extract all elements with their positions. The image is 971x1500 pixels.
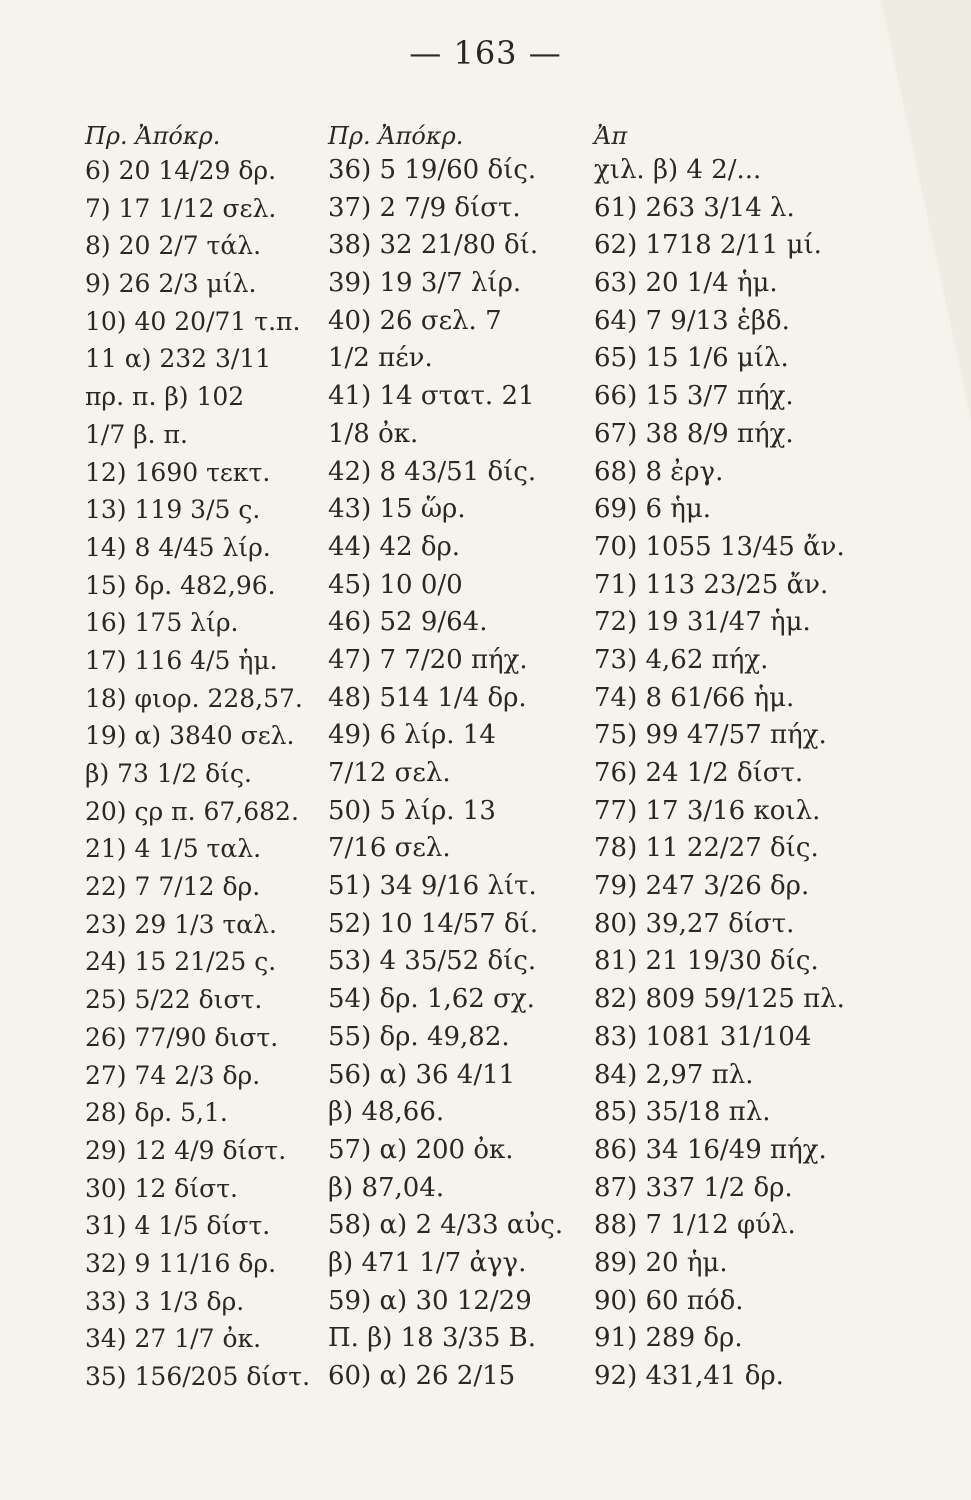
answer-entry: 44) 42 δρ. bbox=[328, 531, 461, 562]
answer-entry: 61) 263 3/14 λ. bbox=[594, 192, 795, 223]
answer-entry: 77) 17 3/16 κοιλ. bbox=[594, 795, 821, 826]
answer-entry: 1/2 πέν. bbox=[328, 343, 433, 374]
answer-entry: 16) 175 λίρ. bbox=[85, 608, 239, 638]
answer-entry: 11 α) 232 3/11 bbox=[85, 344, 272, 374]
answer-entry: 90) 60 πόδ. bbox=[594, 1285, 744, 1316]
answer-entry: 91) 289 δρ. bbox=[594, 1323, 743, 1354]
column-header: Ἀπ bbox=[594, 122, 628, 150]
answer-entry: 1/7 β. π. bbox=[85, 419, 188, 449]
answers-column-3 bbox=[594, 120, 894, 1396]
answer-entry: 9) 26 2/3 μίλ. bbox=[85, 269, 257, 299]
answer-entry: 66) 15 3/7 πήχ. bbox=[594, 381, 794, 412]
answer-entry: 64) 7 9/13 ἑβδ. bbox=[594, 305, 790, 336]
answers-column-2 bbox=[328, 120, 588, 1396]
answer-entry: 38) 32 21/80 δί. bbox=[328, 230, 539, 261]
answer-entry: 6) 20 14/29 δρ. bbox=[85, 156, 277, 185]
column-header: Πρ. Ἀπόκρ. bbox=[328, 122, 464, 150]
answer-entry: 32) 9 11/16 δρ. bbox=[85, 1248, 277, 1278]
answer-entry: 22) 7 7/12 δρ. bbox=[85, 872, 261, 902]
answer-entry: 76) 24 1/2 δίστ. bbox=[594, 758, 804, 788]
answer-entry: 55) δρ. 49,82. bbox=[328, 1021, 510, 1052]
answer-entry: 63) 20 1/4 ἡμ. bbox=[594, 268, 778, 299]
answer-entry: 67) 38 8/9 πήχ. bbox=[594, 418, 794, 449]
answer-entry: 51) 34 9/16 λίτ. bbox=[328, 871, 537, 902]
answer-entry: 21) 4 1/5 ταλ. bbox=[85, 834, 262, 864]
answer-entry: β) 471 1/7 ἀγγ. bbox=[328, 1247, 527, 1278]
answer-entry: 75) 99 47/57 πήχ. bbox=[594, 720, 827, 751]
answer-entry: 47) 7 7/20 πήχ. bbox=[328, 644, 528, 675]
answer-entry: 87) 337 1/2 δρ. bbox=[594, 1172, 793, 1203]
answer-entry: 60) α) 26 2/15 bbox=[328, 1361, 516, 1391]
answer-entry: 31) 4 1/5 δίστ. bbox=[85, 1211, 271, 1241]
answer-entry: 71) 113 23/25 ἄν. bbox=[594, 569, 829, 600]
answer-entry: 56) α) 36 4/11 bbox=[328, 1059, 516, 1090]
answer-entry: 43) 15 ὥρ. bbox=[328, 494, 466, 525]
answer-entry: 34) 27 1/7 ὀκ. bbox=[85, 1324, 262, 1354]
answer-entry: χιλ. β) 4 2/... bbox=[594, 155, 762, 185]
answer-entry: Π. β) 18 3/35 Β. bbox=[328, 1323, 537, 1354]
answer-entry: 82) 809 59/125 πλ. bbox=[594, 984, 845, 1015]
answers-column-1 bbox=[85, 120, 325, 1396]
answer-entry: 54) δρ. 1,62 σχ. bbox=[328, 984, 535, 1015]
answer-entry: 45) 10 0/0 bbox=[328, 569, 463, 600]
column-header: Πρ. Ἀπόκρ. bbox=[85, 122, 221, 150]
answer-entry: 86) 34 16/49 πήχ. bbox=[594, 1134, 827, 1165]
answer-entry: 92) 431,41 δρ. bbox=[594, 1361, 784, 1391]
answer-entry: 25) 5/22 διστ. bbox=[85, 985, 263, 1015]
answer-entry: πρ. π. β) 102 bbox=[85, 382, 245, 412]
answer-entry: 89) 20 ἡμ. bbox=[594, 1247, 728, 1278]
answer-entry: 46) 52 9/64. bbox=[328, 607, 488, 638]
answer-entry: 7) 17 1/12 σελ. bbox=[85, 193, 277, 223]
answer-entry: 79) 247 3/26 δρ. bbox=[594, 871, 810, 902]
answer-entry: 69) 6 ἡμ. bbox=[594, 494, 712, 525]
answer-entry: 57) α) 200 ὀκ. bbox=[328, 1134, 514, 1165]
answer-entry: 41) 14 στατ. 21 bbox=[328, 381, 535, 412]
answer-entry: 49) 6 λίρ. 14 bbox=[328, 720, 496, 751]
answer-entry: 33) 3 1/3 δρ. bbox=[85, 1286, 245, 1316]
answer-entry: 40) 26 σελ. 7 bbox=[328, 305, 502, 336]
answer-entry: 15) δρ. 482,96. bbox=[85, 570, 276, 600]
answer-entry: 7/12 σελ. bbox=[328, 758, 451, 788]
answer-entry: 85) 35/18 πλ. bbox=[594, 1097, 771, 1128]
page-number: — 163 — bbox=[409, 34, 562, 72]
answer-entry: 74) 8 61/66 ἡμ. bbox=[594, 682, 795, 713]
answer-entry: 26) 77/90 διστ. bbox=[85, 1022, 279, 1052]
answer-entry: β) 73 1/2 δίς. bbox=[85, 759, 252, 788]
answer-entry: 58) α) 2 4/33 αὐς. bbox=[328, 1210, 564, 1241]
answer-entry: 88) 7 1/12 φύλ. bbox=[594, 1210, 796, 1241]
answer-entry: 65) 15 1/6 μίλ. bbox=[594, 343, 789, 374]
answer-entry: 8) 20 2/7 τάλ. bbox=[85, 231, 262, 261]
answer-entry: β) 48,66. bbox=[328, 1097, 445, 1128]
answer-entry: 27) 74 2/3 δρ. bbox=[85, 1060, 261, 1090]
answer-entry: 53) 4 35/52 δίς. bbox=[328, 946, 537, 977]
answer-entry: 13) 119 3/5 ς. bbox=[85, 495, 261, 525]
answer-entry: 35) 156/205 δίστ. bbox=[85, 1362, 311, 1391]
answer-entry: 68) 8 ἐργ. bbox=[594, 456, 724, 487]
answer-entry: 72) 19 31/47 ἡμ. bbox=[594, 607, 811, 638]
answer-entry: 39) 19 3/7 λίρ. bbox=[328, 268, 522, 299]
answer-entry: 80) 39,27 δίστ. bbox=[594, 908, 795, 939]
answer-entry: 50) 5 λίρ. 13 bbox=[328, 795, 496, 826]
answer-entry: 36) 5 19/60 δίς. bbox=[328, 155, 537, 185]
answer-entry: 78) 11 22/27 δίς. bbox=[594, 833, 819, 864]
answer-entry: 14) 8 4/45 λίρ. bbox=[85, 532, 271, 562]
answer-entry: 81) 21 19/30 δίς. bbox=[594, 946, 819, 977]
answer-entry: 29) 12 4/9 δίστ. bbox=[85, 1135, 287, 1165]
answer-entry: 24) 15 21/25 ς. bbox=[85, 947, 277, 977]
answer-entry: 42) 8 43/51 δίς. bbox=[328, 456, 537, 487]
answer-entry: 20) ςρ π. 67,682. bbox=[85, 796, 299, 826]
answer-entry: 12) 1690 τεκτ. bbox=[85, 457, 271, 487]
answer-entry: 30) 12 δίστ. bbox=[85, 1173, 238, 1203]
answer-entry: β) 87,04. bbox=[328, 1172, 445, 1203]
answer-entry: 59) α) 30 12/29 bbox=[328, 1285, 532, 1316]
answer-entry: 23) 29 1/3 ταλ. bbox=[85, 909, 277, 939]
answer-entry: 10) 40 20/71 τ.π. bbox=[85, 306, 301, 336]
answer-entry: 18) φιορ. 228,57. bbox=[85, 683, 303, 713]
answer-entry: 1/8 ὀκ. bbox=[328, 418, 419, 449]
answer-entry: 7/16 σελ. bbox=[328, 833, 451, 864]
answer-entry: 52) 10 14/57 δί. bbox=[328, 908, 539, 939]
answer-entry: 73) 4,62 πήχ. bbox=[594, 644, 769, 675]
answer-entry: 70) 1055 13/45 ἄν. bbox=[594, 531, 845, 562]
answer-entry: 83) 1081 31/104 bbox=[594, 1021, 812, 1052]
answer-entry: 28) δρ. 5,1. bbox=[85, 1098, 228, 1128]
answer-entry: 84) 2,97 πλ. bbox=[594, 1059, 754, 1090]
answer-entry: 48) 514 1/4 δρ. bbox=[328, 682, 527, 713]
answer-entry: 17) 116 4/5 ἡμ. bbox=[85, 645, 278, 675]
answer-entry: 62) 1718 2/11 μί. bbox=[594, 230, 822, 261]
answer-entry: 37) 2 7/9 δίστ. bbox=[328, 192, 521, 223]
answer-entry: 19) α) 3840 σελ. bbox=[85, 721, 295, 751]
